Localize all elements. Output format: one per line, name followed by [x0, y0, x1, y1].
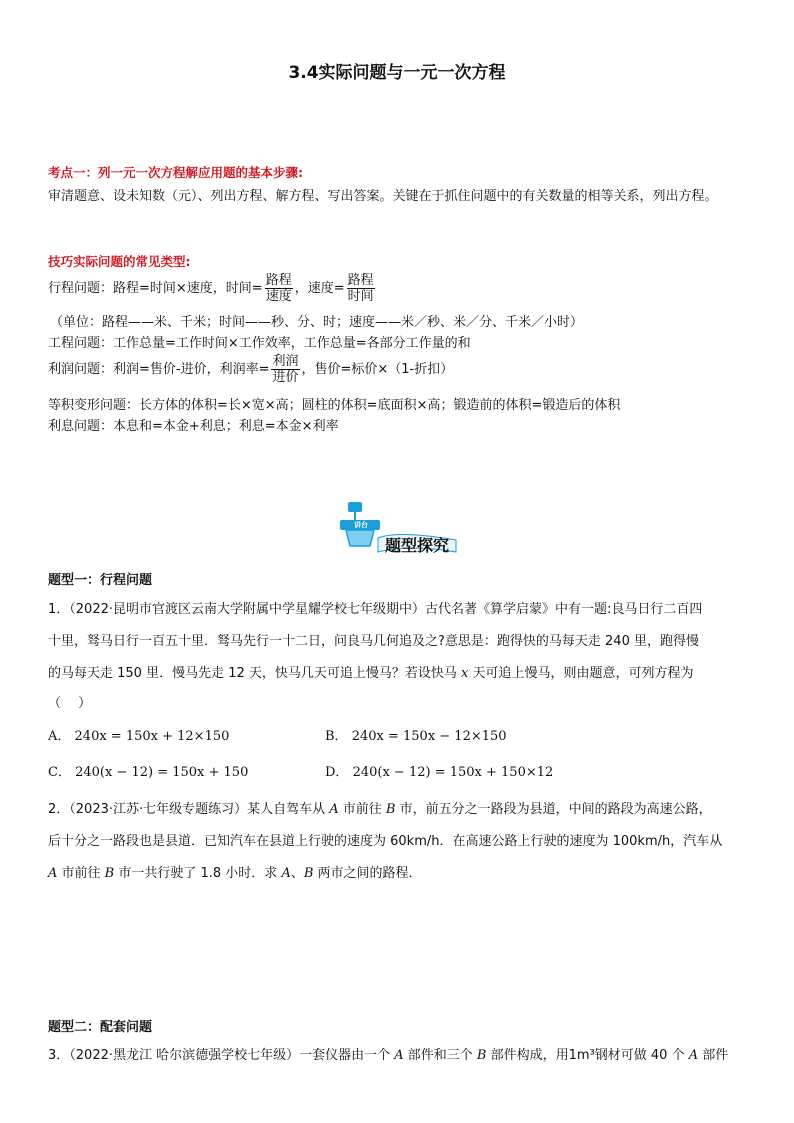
frac-denominator: 时间 [347, 289, 374, 304]
city-b: B [303, 866, 314, 881]
option-b-text: 240x = 150x − 12×150 [351, 729, 507, 744]
option-a-label: A． [48, 729, 71, 744]
q1-line2: 十里，驽马日行一百五十里．驽马先行一十二日，问良马几何追及之?意思是：跑得快的马每天走 240 里，跑得慢 [48, 634, 699, 649]
q2-line3 [48, 858, 748, 890]
q3-line1-a: 3．（2022·黑龙江 哈尔滨德强学校七年级）一套仪器由一个 [48, 1048, 395, 1063]
profit-fraction [271, 354, 299, 385]
q3-line1-d: 部件 [698, 1048, 729, 1063]
city-a: A [48, 866, 58, 881]
badge-label: 题型探究 [385, 536, 450, 555]
lixi-line: 利息问题：本息和=本金+利息；利息=本金×利率 [48, 419, 339, 434]
option-b-label: B． [325, 729, 348, 744]
speed-fraction [347, 273, 375, 304]
option-c[interactable] [48, 761, 248, 780]
part-a: A [394, 1048, 404, 1063]
section2-heading: 题型二：配套问题 [48, 1020, 153, 1035]
option-d[interactable] [325, 761, 553, 780]
option-a[interactable] [48, 725, 229, 744]
q2-line3-a: 市前往 [57, 866, 105, 881]
kaodian-heading: 考点一：列一元一次方程解应用题的基本步骤: [48, 165, 303, 180]
q2-line1-c: 市，前五分之一路段为县道，中间的路段为高速公路， [395, 802, 712, 817]
q1-line3-a: 的马每天走 150 里．慢马先走 12 天，快马几天可追上慢马？若设快马 [48, 666, 462, 681]
q2-line3-d: 两市之间的路程． [313, 866, 422, 881]
q3-line1 [48, 1040, 748, 1072]
q1-line3 [48, 658, 748, 690]
city-a: A [281, 866, 291, 881]
lirun-suffix: ，售价=标价×（1-折扣） [301, 362, 454, 377]
q1-line1: 1．（2022·昆明市官渡区云南大学附属中学星耀学校七年级期中）古代名著《算学启蒙》中有一题:良马日行二百四 [48, 602, 703, 617]
units-line: （单位：路程——米、千米；时间——秒、分、时；速度——米／秒、米／分、千米／小时） [50, 315, 584, 330]
xingcheng-prefix: 行程问题：路程=时间×速度，时间= [48, 281, 263, 296]
frac-denominator: 进价 [272, 370, 299, 385]
option-a-text: 240x = 150x + 12×150 [74, 729, 230, 744]
option-b[interactable] [325, 725, 507, 744]
q2-line3-b: 市一共行驶了 1.8 小时．求 [114, 866, 282, 881]
option-c-text: 240(x − 12) = 150x + 150 [75, 765, 249, 780]
part-b: B [476, 1048, 487, 1063]
q3-line1-c: 部件构成，用1m³钢材可做 40 个 [486, 1048, 689, 1063]
q1-blank: （ ） [48, 696, 92, 711]
option-d-label: D． [325, 765, 349, 780]
q1-line3-b: 天可追上慢马，则由题意，可列方程为 [468, 666, 694, 681]
page-title: 3.4实际问题与一元一次方程 [288, 63, 506, 83]
q2-line1-a: 2．（2023·江苏·七年级专题练习）某人自驾车从 [48, 802, 330, 817]
jiqiao-heading: 技巧实际问题的常见类型: [48, 254, 191, 269]
part-a: A [688, 1048, 699, 1063]
speed-eq: ，速度= [294, 281, 345, 296]
frac-numerator: 路程 [347, 273, 374, 288]
q2-line1-b: 市前往 [338, 802, 386, 817]
badge-small-label: 讲台 [354, 521, 368, 529]
xingcheng-line [48, 273, 377, 304]
section1-heading: 题型一：行程问题 [48, 573, 153, 588]
city-a: A [329, 802, 339, 817]
lirun-prefix: 利润问题：利润=售价-进价，利润率= [48, 362, 270, 377]
frac-numerator: 利润 [272, 354, 299, 369]
lirun-line [48, 354, 453, 385]
kaodian-body: 审清题意、设未知数（元）、列出方程、解方程、写出答案。关键在于抓住问题中的有关数量的相等关系，列出方程。 [48, 189, 718, 204]
dengji-line: 等积变形问题：长方体的体积=长×宽×高；圆柱的体积=底面积×高；锻造前的体积=锻造后的体积 [48, 398, 621, 413]
frac-numerator: 路程 [265, 273, 292, 288]
option-d-text: 240(x − 12) = 150x + 150×12 [352, 765, 554, 780]
time-fraction [265, 273, 293, 304]
q2-line2: 后十分之一路段也是县道．已知汽车在县道上行驶的速度为 60km/h．在高速公路上行驶的速度为 100km/h，汽车从 [48, 834, 723, 849]
frac-denominator: 速度 [265, 289, 292, 304]
q3-line1-b: 部件和三个 [403, 1048, 477, 1063]
city-b: B [104, 866, 115, 881]
q2-line3-c: 、 [290, 866, 304, 881]
city-b: B [385, 802, 396, 817]
var-x: x [461, 666, 469, 681]
gongcheng-line: 工程问题：工作总量=工作时间×工作效率，工作总量=各部分工作量的和 [48, 336, 471, 351]
q2-line1 [48, 794, 748, 826]
option-c-label: C． [48, 765, 71, 780]
